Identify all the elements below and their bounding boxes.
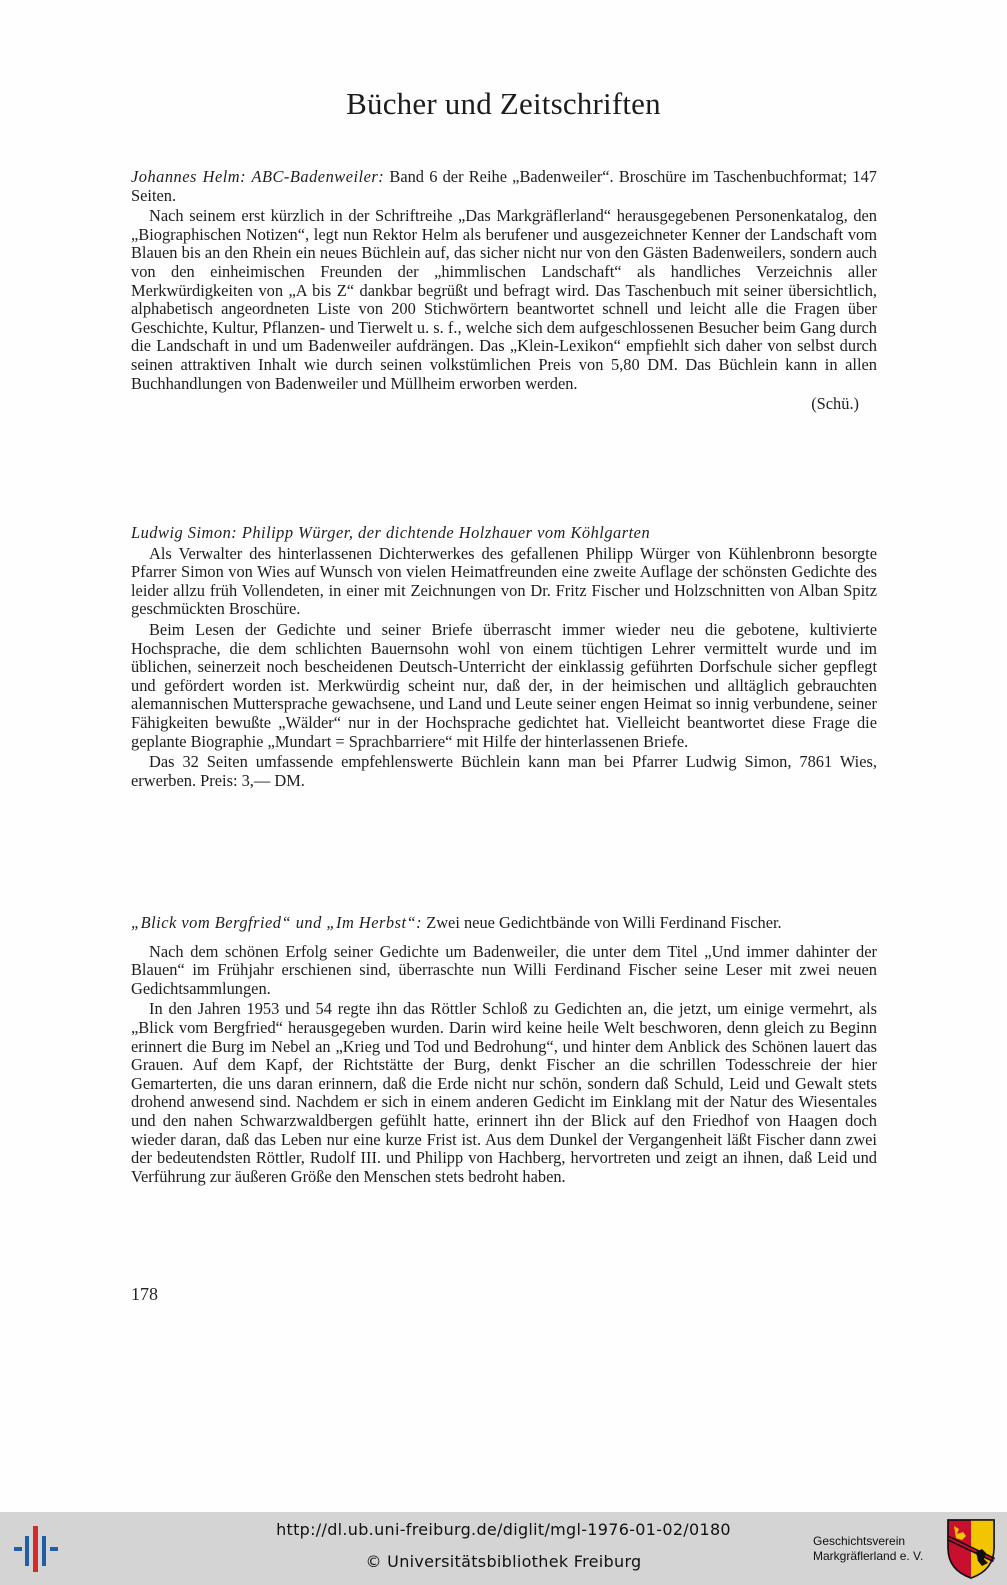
article-paragraph: In den Jahren 1953 und 54 regte ihn das Röttler Schloß zu Gedichten an, die jetzt, um einige vermehrt, als „Blick vom Bergfried“ herausgegeben wurden. Darin wird keine heile Welt beschworen, denn gleich zu Beginn erinnert die Burg im Nebel an „Krieg und Tod und Bedrohung“, und hinter dem Anblick des Schönen lauert das Grauen. Auf dem Kapf, der Richtstätte der Burg, denkt Fischer an die schrillen Todesschreie der hier Gemarterten, die uns daran erinnern, daß die Erde nicht nur schön, sondern daß Schuld, Leid und Gewalt stets drohend anwesend sind. Nachdem er sich in einem anderen Gedicht im Einklang mit der Natur des Wiesentales und den nahen Schwarzwaldbergen gefühlt hatte, erinnert ihn der Blick auf den Friedhof von Haagen doch wieder daran, daß das Leben nur eine kurze Frist ist. Aus dem Dunkel der Vergangenheit läßt Fischer dann zwei der bedeutendsten Röttler, Rudolf III. und Philipp von Hachberg, hervortreten und zeigt an ihnen, daß Leid und Verführung zur äußeren Größe den Menschen stets bedroht haben. [131,999,877,1186]
article-heading-italic: „Blick vom Bergfried“ und „Im Herbst“: [131,913,423,932]
footer-copyright: © Universitätsbibliothek Freiburg [365,1552,642,1571]
article-heading [131,168,877,205]
article-heading [131,524,877,543]
review-simon [131,524,877,790]
article-paragraph: Nach seinem erst kürzlich in der Schriftreihe „Das Markgräflerland“ herausgegebenen Personenkatalog, den „Biographischen Notizen“, legt nun Rektor Helm als berufener und ausgezeichneter Kenner der Landschaft vom Blauen bis an den Rhein ein neues Büchlein auf, das sicher nicht nur von den Gästen Badenweilers, sondern auch von den einheimischen Freunden der „himmlischen Landschaft“ als handliches Verzeichnis aller Merkwürdigkeiten von „A bis Z“ dankbar begrüßt und befragt wird. Das Taschenbuch mit seiner übersichtlich, alphabetisch angeordneten Liste von 200 Stichwörtern beantwortet schnell und leicht alle die Fragen über Geschichte, Kultur, Pflanzen- und Tierwelt u. s. f., welche sich dem aufgeschlossenen Besucher beim Gang durch die Landschaft in und um Badenweiler aufdrängen. Das „Klein-Lexikon“ empfiehlt sich daher von selbst durch seinen attraktiven Inhalt wie durch seinen volkstümlichen Preis von 5,80 DM. Das Büchlein kann in allen Buchhandlungen von Badenweiler und Müllheim erworben werden. [131,206,877,393]
article-paragraph: Nach dem schönen Erfolg seiner Gedichte um Badenweiler, die unter dem Titel „Und immer dahinter der Blauen“ im Frühjahr erschienen sind, überraschte nun Willi Ferdinand Fischer seine Leser mit zwei neuen Gedichtsammlungen. [131,941,877,998]
page-title: Bücher und Zeitschriften [346,86,661,121]
article-heading-italic: Ludwig Simon: Philipp Würger, der dichtende Holzhauer vom Köhlgarten [131,523,651,542]
article-signoff: (Schü.) [811,394,859,414]
article-heading [131,914,877,933]
article-paragraph: Beim Lesen der Gedichte und seiner Briefe überrascht immer wieder neu die gebotene, kultivierte Hochsprache, die dem schlichten Bauernsohn wohl von einem tüchtigen Lehrer vermittelt wurde und im üblichen, seinerzeit noch bescheidenen Deutsch-Unterricht der einklassig geführten Dorfschule sicher gepflegt und gefördert worden ist. Merkwürdig scheint nur, daß der, in der heimischen und alltäglich gebrauchten alemannischen Muttersprache gewachsene, und Land und Leute seiner engen Heimat so innig verbundene, seiner Fähigkeiten bewußte „Wälder“ nur in der Hochsprache gedichtet hat. Vielleicht beantwortet diese Frage die geplante Biographie „Mundart = Sprachbarriere“ mit Hilfe der hinterlassenen Briefe. [131,619,877,751]
footer-bar [0,1512,1007,1585]
footer-url-link[interactable]: http://dl.ub.uni-freiburg.de/diglit/mgl-1976-01-02/0180 [276,1520,731,1539]
article-heading-italic: Johannes Helm: ABC-Badenweiler: [131,167,385,186]
coat-of-arms-icon[interactable] [946,1518,996,1580]
article-paragraph: Das 32 Seiten umfassende empfehlenswerte Büchlein kann man bei Pfarrer Ludwig Simon, 7861 Wies, erwerben. Preis: 3,— DM. [131,752,877,790]
article-heading-rest: Band 6 der Reihe „Badenweiler“. Broschüre im Taschenbuchformat; 147 Seiten. [131,167,878,205]
review-fischer [131,914,877,1186]
article-heading-rest: Zwei neue Gedichtbände von Willi Ferdinand Fischer. [422,913,782,932]
article-paragraph: Als Verwalter des hinterlassenen Dichterwerkes des gefallenen Philipp Würger von Kühlenbronn besorgte Pfarrer Simon von Wies auf Wunsch von vielen Heimatfreunden eine zweite Auflage der schönsten Gedichte des leider allzu früh Vollendeten, in einer mit Zeichnungen von Dr. Fritz Fischer und Holzschnitten von Alban Spitz geschmückten Broschüre. [131,543,877,619]
org-name-line1: Geschichtsverein [813,1534,906,1548]
footer-organization [813,1534,938,1564]
review-helm [131,168,877,414]
org-name-line2: Markgräflerland e. V. [813,1549,924,1563]
page-number: 178 [131,1284,158,1304]
